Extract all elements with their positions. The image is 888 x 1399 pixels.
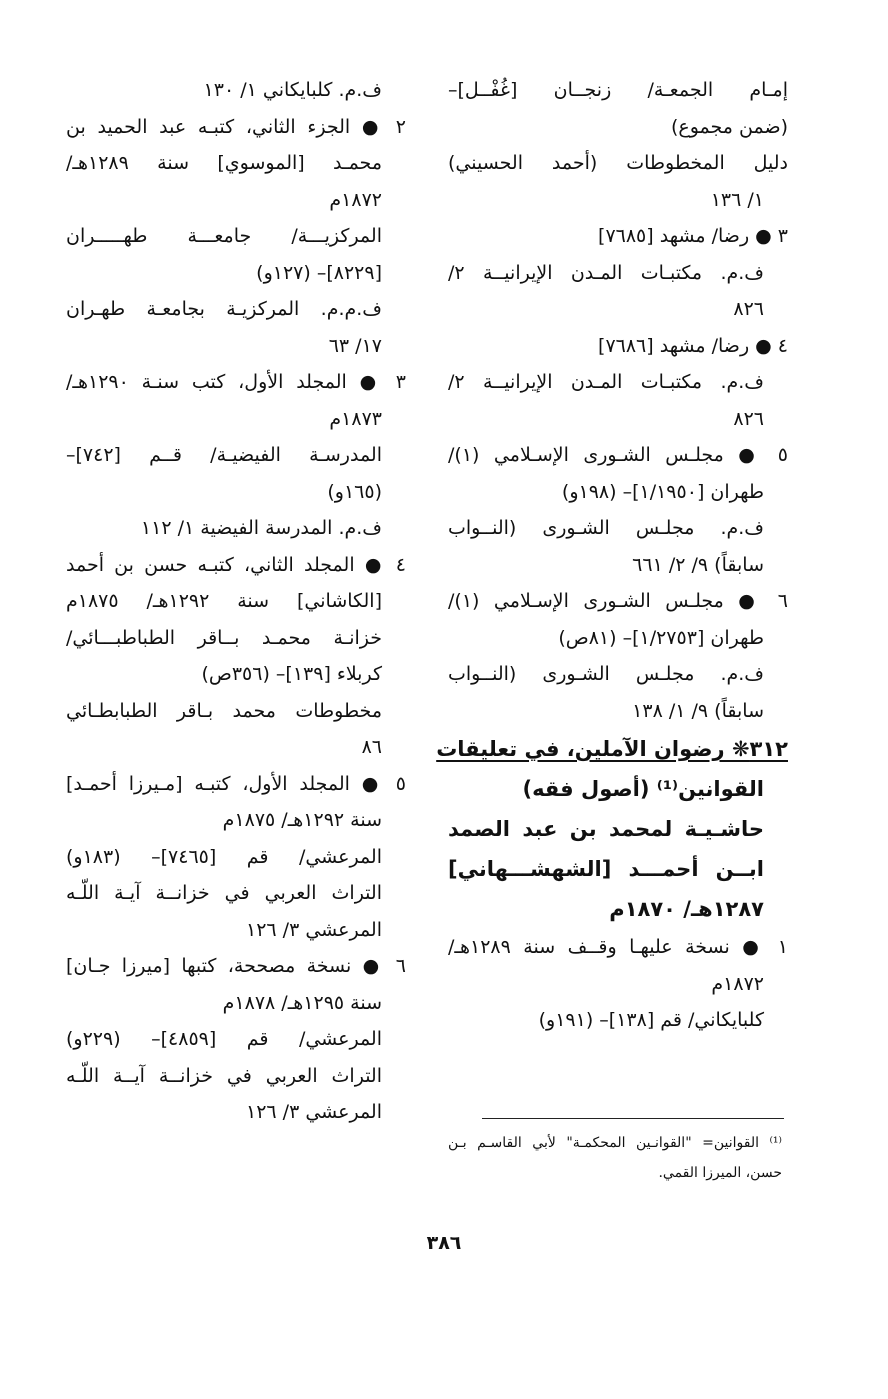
left-column-line: المدرسـة الفيضيـة/ قــم [٧٤٢]– <box>66 444 382 466</box>
left-column <box>66 72 406 1131</box>
left-column-line: (١٦٥و) <box>327 480 382 503</box>
right-column-line: سابقاً) ٩/ ٢/ ٦٦١ <box>632 553 764 576</box>
right-column-line: ٣١٢❋ رضوان الآملين، في تعليقات <box>436 737 788 761</box>
right-column-line: ٨٢٦ <box>733 407 764 430</box>
right-column-line: طهران [١/١٩٥٠]– (١٩٨و) <box>561 480 764 503</box>
right-column-line: ٥ ● مجلـس الشـورى الإسـلامي (١)/ <box>448 444 788 466</box>
right-column-line: دليل المخطوطات (أحمد الحسيني) <box>448 152 788 174</box>
left-column-line: محمـد [الموسوي] سنة ١٢٨٩هـ/ <box>66 152 382 174</box>
left-column-line: سنة ١٢٩٥هـ/ ١٨٧٨م <box>222 991 382 1014</box>
right-column-line: (ضمن مجموع) <box>670 115 788 138</box>
left-column-line: المركزيـــة/ جامعـــة طهـــــران <box>66 225 382 247</box>
right-column-line: ابــن أحمـــد [الشهشـــهاني] <box>448 857 764 881</box>
right-column-line: طهران [١/٢٧٥٣]– (٨١ص) <box>558 626 764 649</box>
left-column-line: ١٧/ ٦٣ <box>328 334 382 357</box>
left-column-line: ٣ ● المجلد الأول، كتب سنـة ١٢٩٠هـ/ <box>66 371 406 393</box>
right-column-line: ٤ ● رضا/ مشهد [٧٦٨٦] <box>598 334 788 357</box>
left-column-line: ١٨٧٣م <box>329 407 382 430</box>
right-column-line: ١٨٧٢م <box>711 972 764 995</box>
left-column-line: ١٨٧٢م <box>329 188 382 211</box>
left-column-line: ٥ ● المجلد الأول، كتبـه [مـيرزا أحمـد] <box>66 772 406 795</box>
right-column-line: كلبايكاني/ قم [١٣٨]– (١٩١و) <box>538 1009 764 1031</box>
left-column-line: ف.م. المدرسة الفيضية ١/ ١١٢ <box>140 517 382 539</box>
left-column-line: المرعشي/ قم [٤٨٥٩]– (٢٢٩و) <box>66 1028 383 1050</box>
left-column-line: ف.م. كلبايكاني ١/ ١٣٠ <box>203 79 382 101</box>
left-column-line: مخطوطات محمد بـاقر الطبابطـائي <box>66 699 382 722</box>
left-column-line: ف.م.م. المركزيـة بجامعـة طهـران <box>66 298 382 320</box>
right-column-line: ١ ● نسخة عليهـا وقــف سنة ١٢٨٩هـ/ <box>448 936 788 958</box>
left-column-line: المرعشي ٣/ ١٢٦ <box>246 1101 382 1123</box>
left-column-line: المرعشي/ قم [٧٤٦٥]– (١٨٣و) <box>66 845 383 868</box>
right-column-line: ف.م. مكتبـات المـدن الإيرانيــة ٢/ <box>448 371 764 393</box>
footnote-separator <box>482 1118 784 1119</box>
right-column-line: ٣ ● رضا/ مشهد [٧٦٨٥] <box>598 225 788 247</box>
right-column-line: ف.م. مجلـس الشـورى (النــواب <box>448 517 764 539</box>
left-column-line: كربلاء [١٣٩]– (٣٥٦ص) <box>201 663 382 685</box>
right-column-line: ف.م. مجلـس الشـورى (النــواب <box>448 663 764 685</box>
right-column-line: سابقاً) ٩/ ١/ ١٣٨ <box>632 699 764 722</box>
left-column-line: المرعشي ٣/ ١٢٦ <box>246 918 382 941</box>
left-column-line: سنة ١٢٩٢هـ/ ١٨٧٥م <box>222 809 382 831</box>
right-column-line: ١٢٨٧هـ/ ١٨٧٠م <box>609 897 764 921</box>
left-column-line: التراث العربي في خزانــة آيــة اللّـه <box>66 1064 382 1087</box>
right-column <box>436 72 788 1039</box>
left-column-line: ٤ ● المجلد الثاني، كتبـه حسن بن أحمد <box>66 553 406 576</box>
page-number: ٣٨٦ <box>426 1232 462 1254</box>
left-column-line: [٨٢٢٩]– (١٢٧و) <box>256 261 382 284</box>
right-column-line: ف.م. مكتبـات المـدن الإيرانيــة ٢/ <box>448 261 764 284</box>
left-column-line: خزانـة محمـد بــاقر الطباطبـــائي/ <box>66 626 382 649</box>
left-column-line: [الكاشاني] سنة ١٢٩٢هـ/ ١٨٧٥م <box>66 590 382 612</box>
footnote <box>448 1128 782 1188</box>
left-column-line: التراث العربي في خزانــة آيـة اللّـه <box>66 882 382 904</box>
right-column-line: ٦ ● مجلـس الشـورى الإسـلامي (١)/ <box>448 590 788 612</box>
footnote-line: حسن، الميرزا القمي. <box>658 1165 782 1181</box>
footnote-line: ⁽¹⁾ القوانين= "القوانـين المحكمـة" لأبي القاسـم بـن <box>448 1135 782 1151</box>
left-column-line: ٢ ● الجزء الثاني، كتبـه عبد الحميد بن <box>66 115 406 138</box>
left-column-line: ٦ ● نسخة مصححة، كتبها [ميرزا جـان] <box>66 955 406 977</box>
left-column-line: ٨٦ <box>361 736 382 758</box>
right-column-line: حاشـيـة لمحمد بن عبد الصمد <box>448 817 764 841</box>
right-column-line: القوانين⁽¹⁾ (أصول فقه) <box>522 777 764 801</box>
right-column-line: ١/ ١٣٦ <box>710 188 764 211</box>
right-column-line: إمـام الجمعـة/ زنجــان [غُفْــل]– <box>448 79 788 101</box>
right-column-line: ٨٢٦ <box>733 298 764 320</box>
